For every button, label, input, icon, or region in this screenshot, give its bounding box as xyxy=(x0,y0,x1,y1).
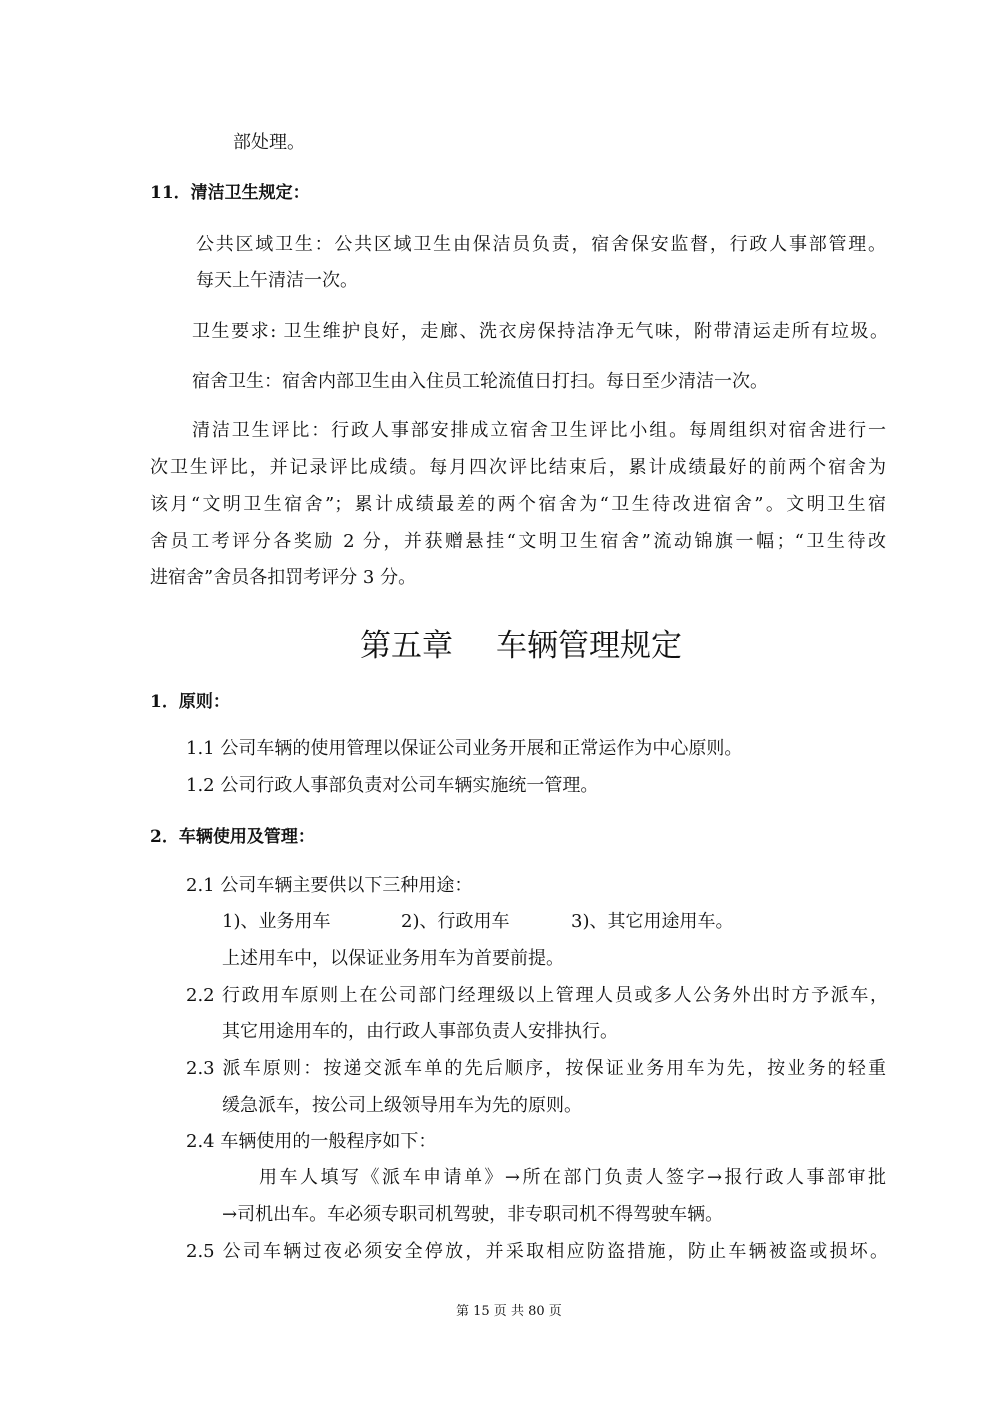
chapter-title: 车辆管理规定 xyxy=(496,628,682,664)
procedure-line2: →司机出车。车必须专职司机驾驶，非专职司机不得驾驶车辆。 xyxy=(222,1204,724,1225)
hygiene-requirements: 卫生要求: 卫生维护良好，走廊、洗衣房保持洁净无气味，附带清运走所有垃圾。 xyxy=(192,321,888,342)
section-11-heading: 11．清洁卫生规定： xyxy=(150,183,310,203)
principle-1-2: 1.2 公司行政人事部负责对公司车辆实施统一管理。 xyxy=(186,775,599,796)
item-2-2-line2: 其它用途用车的，由行政人事部负责人安排执行。 xyxy=(222,1021,618,1042)
section-1-heading: 1．原则： xyxy=(150,692,230,712)
item-2-2-line1: 2.2 行政用车原则上在公司部门经理级以上管理人员或多人公务外出时方予派车， xyxy=(186,985,888,1006)
previous-paragraph-tail: 部处理。 xyxy=(233,132,305,153)
page-footer: 第 15 页 共 80 页 xyxy=(456,1304,562,1319)
dormitory-hygiene: 宿舍卫生：宿舍内部卫生由入住员工轮流值日打扫。每日至少清洁一次。 xyxy=(192,371,768,392)
item-2-4: 2.4 车辆使用的一般程序如下： xyxy=(186,1131,437,1152)
chapter-number: 第五章 xyxy=(360,628,453,664)
section-2-heading: 2．车辆使用及管理： xyxy=(150,827,315,847)
hygiene-evaluation-line2: 次卫生评比，并记录评比成绩。每月四次评比结束后，累计成绩最好的前两个宿舍为 xyxy=(150,457,886,478)
principle-1-1: 1.1 公司车辆的使用管理以保证公司业务开展和正常运作为中心原则。 xyxy=(186,738,743,759)
hygiene-evaluation-line4: 舍员工考评分各奖励 2 分，并获赠悬挂“文明卫生宿舍”流动锦旗一幅；“卫生待改 xyxy=(150,531,886,552)
hygiene-evaluation-line1: 清洁卫生评比：行政人事部安排成立宿舍卫生评比小组。每周组织对宿舍进行一 xyxy=(192,420,886,441)
item-2-3-line2: 缓急派车，按公司上级领导用车为先的原则。 xyxy=(222,1095,582,1116)
hygiene-evaluation-line5: 进宿舍”舍员各扣罚考评分 3 分。 xyxy=(150,567,417,588)
item-2-3-line1: 2.3 派车原则：按递交派车单的先后顺序，按保证业务用车为先，按业务的轻重 xyxy=(186,1058,886,1079)
hygiene-evaluation-line3: 该月“文明卫生宿舍”；累计成绩最差的两个宿舍为“卫生待改进宿舍”。文明卫生宿 xyxy=(150,494,886,515)
public-area-hygiene-line1: 公共区域卫生：公共区域卫生由保洁员负责，宿舍保安监督，行政人事部管理。 xyxy=(196,234,886,255)
use-other: 3)、其它用途用车。 xyxy=(571,911,734,932)
procedure-line1: 用车人填写《派车申请单》→所在部门负责人签字→报行政人事部审批 xyxy=(259,1167,886,1188)
use-business: 1)、业务用车 xyxy=(222,911,331,932)
item-2-1: 2.1 公司车辆主要供以下三种用途： xyxy=(186,875,473,896)
public-area-hygiene-line2: 每天上午清洁一次。 xyxy=(196,270,358,291)
item-2-1-note: 上述用车中，以保证业务用车为首要前提。 xyxy=(222,948,564,969)
item-2-5: 2.5 公司车辆过夜必须安全停放，并采取相应防盗措施，防止车辆被盗或损坏。 xyxy=(186,1241,888,1262)
use-administrative: 2)、行政用车 xyxy=(401,911,510,932)
